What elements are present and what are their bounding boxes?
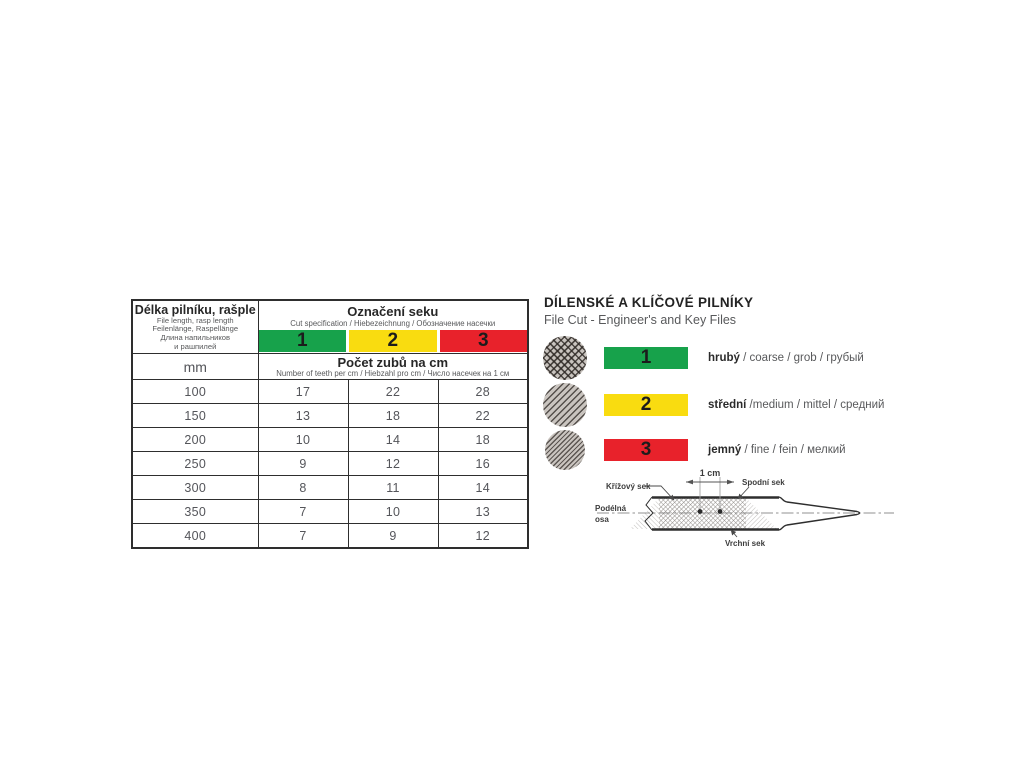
axis-label-line1: Podélná	[595, 504, 627, 513]
grade-2-yellow-bar: 2	[604, 394, 688, 416]
length-cell: 350	[132, 500, 258, 524]
length-cell: 150	[132, 404, 258, 428]
legend-translations: / coarse / grob / грубый	[739, 352, 864, 364]
teeth-cut3-cell: 22	[438, 404, 528, 428]
table-row	[132, 452, 528, 476]
axis-label-line2: osa	[595, 515, 609, 524]
length-header-line-ru1: Длина напильников	[160, 333, 231, 342]
length-cell: 200	[132, 428, 258, 452]
teeth-cut3-cell: 13	[438, 500, 528, 524]
length-header-cell	[132, 300, 258, 354]
teeth-cut3-cell: 16	[438, 452, 528, 476]
grade-1-green-cell: 1	[259, 330, 347, 352]
coarse-texture-swatch	[543, 336, 587, 380]
teeth-cut2-cell: 9	[348, 524, 438, 549]
table-row	[132, 380, 528, 404]
teeth-cut1-cell: 8	[258, 476, 348, 500]
legend-row-coarse	[543, 336, 864, 380]
teeth-cut1-cell: 7	[258, 524, 348, 549]
teeth-cut3-cell: 12	[438, 524, 528, 549]
cut-header-subtitle: Cut specification / Hiebezeichnung / Обозначение насечки	[290, 318, 496, 328]
length-header-line-en: File length, rasp length	[156, 315, 234, 325]
teeth-cut2-cell: 12	[348, 452, 438, 476]
medium-texture-swatch	[543, 383, 587, 427]
upper-cut-label: Vrchní sek	[725, 539, 766, 548]
table-row	[132, 404, 528, 428]
table-row	[132, 428, 528, 452]
dimension-label: 1 cm	[699, 468, 721, 478]
legend-row-medium	[543, 383, 884, 427]
length-header-line-ru2: и рашпилей	[174, 341, 217, 351]
teeth-cut2-cell: 10	[348, 500, 438, 524]
length-cell: 250	[132, 452, 258, 476]
grade-3-red-cell: 3	[440, 330, 528, 352]
teeth-cut3-cell: 28	[438, 380, 528, 404]
page-title: DÍLENSKÉ A KLÍČOVÉ PILNÍKY	[544, 295, 754, 310]
length-header-title: Délka pilníku, rašple	[134, 302, 256, 317]
teeth-cut3-cell: 14	[438, 476, 528, 500]
cut-grade-band	[259, 330, 528, 352]
lower-cut-label: Spodní sek	[742, 478, 785, 487]
legend-label	[708, 352, 864, 364]
teeth-cut2-cell: 18	[348, 404, 438, 428]
legend-label	[708, 444, 846, 456]
teeth-header-cell	[258, 354, 528, 380]
table-row	[132, 524, 528, 549]
teeth-cut1-cell: 9	[258, 452, 348, 476]
table-row	[132, 500, 528, 524]
cut-header-title: Označení seku	[347, 303, 439, 319]
teeth-cut1-cell: 10	[258, 428, 348, 452]
cut-header-cell	[258, 300, 528, 354]
length-cell: 300	[132, 476, 258, 500]
legend-term: hrubý	[708, 352, 740, 364]
cross-cut-label: Křížový sek	[606, 482, 651, 491]
legend-label	[708, 399, 884, 411]
length-header-line-de: Feilenlänge, Raspellänge	[152, 324, 239, 334]
teeth-header-subtitle: Number of teeth per cm / Hiebzahl pro cm / Число насечек на 1 см	[276, 368, 510, 378]
legend-translations: / fine / fein / мелкий	[741, 444, 846, 456]
teeth-cut2-cell: 22	[348, 380, 438, 404]
unit-cell: mm	[132, 354, 258, 380]
teeth-cut2-cell: 11	[348, 476, 438, 500]
grade-2-yellow-cell: 2	[349, 330, 437, 352]
teeth-cut1-cell: 7	[258, 500, 348, 524]
teeth-cut2-cell: 14	[348, 428, 438, 452]
table-row	[132, 476, 528, 500]
file-cut-diagram	[588, 463, 908, 563]
length-cell: 100	[132, 380, 258, 404]
legend-translations: /medium / mittel / средний	[746, 399, 885, 411]
page-subtitle: File Cut - Engineer's and Key Files	[544, 313, 737, 327]
legend-term: střední	[708, 399, 747, 411]
grade-1-green-bar: 1	[604, 347, 688, 369]
teeth-cut1-cell: 13	[258, 404, 348, 428]
teeth-header-title: Počet zubů na cm	[337, 354, 449, 370]
length-cell: 400	[132, 524, 258, 549]
fine-texture-swatch	[545, 430, 585, 470]
file-cut-spec-table	[131, 299, 529, 549]
teeth-cut3-cell: 18	[438, 428, 528, 452]
legend-term: jemný	[708, 444, 742, 456]
teeth-cut1-cell: 17	[258, 380, 348, 404]
grade-3-red-bar: 3	[604, 439, 688, 461]
